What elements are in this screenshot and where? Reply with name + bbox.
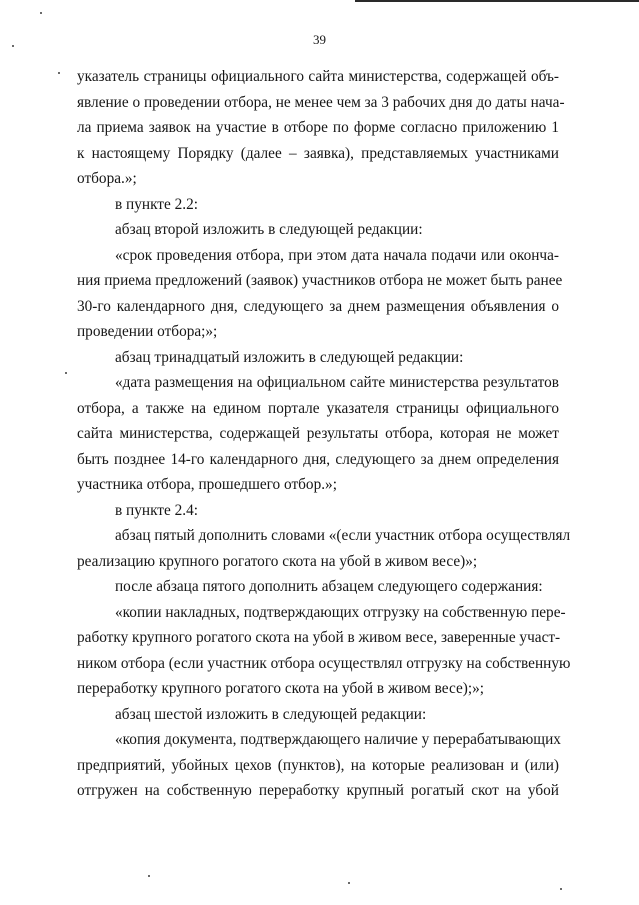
text-line: переработку крупного рогатого скота на убой в живом весе);»; — [77, 680, 484, 697]
text-line: 30-го календарного дня, следующего за днем размещения объявления о — [77, 297, 559, 315]
text-line: ла приема заявок на участие в отборе по форме согласно приложению 1 — [77, 119, 559, 136]
scan-speck — [40, 12, 42, 14]
document-body — [77, 64, 571, 804]
text-line: абзац тринадцатый изложить в следующей редакции: — [115, 348, 464, 366]
scan-speck — [348, 882, 350, 884]
text-line: в пункте 2.4: — [115, 501, 198, 519]
text-line: к настоящему Порядку (далее – заявка), представляемых участниками — [77, 144, 559, 162]
text-line: проведении отбора;»; — [77, 323, 218, 340]
text-line: ником отбора (если участник отбора осуществлял отгрузку на собственную — [77, 654, 571, 672]
text-line: «дата размещения на официальном сайте министерства результатов — [115, 374, 559, 391]
text-line: отбора, а также на едином портале указателя страницы официального — [77, 399, 559, 417]
text-line: абзац шестой изложить в следующей редакции: — [115, 705, 427, 723]
text-line: абзац пятый дополнить словами «(если участник отбора осуществлял — [115, 527, 571, 544]
text-line: ния приема предложений (заявок) участников отбора не может быть ранее — [77, 272, 563, 289]
text-line: «срок проведения отбора, при этом дата начала подачи или оконча- — [115, 246, 559, 264]
scan-speck — [58, 72, 60, 74]
text-line: сайта министерства, содержащей результаты отбора, которая не может — [77, 425, 559, 442]
text-line: предприятий, убойных цехов (пунктов), на которые реализован и (или) — [77, 756, 559, 774]
text-line: участника отбора, прошедшего отбор.»; — [77, 476, 337, 493]
text-line: явление о проведении отбора, не менее чем за 3 рабочих дня до даты нача- — [77, 93, 565, 111]
text-line: «копия документа, подтверждающего наличие у перерабатывающих — [115, 731, 561, 748]
text-line: «копии накладных, подтверждающих отгрузку на собственную пере- — [115, 603, 566, 621]
text-line: в пункте 2.2: — [115, 195, 198, 213]
text-line: быть позднее 14-го календарного дня, следующего за днем определения — [77, 450, 559, 468]
text-line: отгружен на собственную переработку крупный рогатый скот на убой — [77, 782, 559, 799]
text-line: абзац второй изложить в следующей редакции: — [115, 221, 423, 238]
text-line: после абзаца пятого дополнить абзацем следующего содержания: — [115, 578, 543, 595]
text-line: отбора.»; — [77, 170, 137, 187]
text-line: указатель страницы официального сайта министерства, содержащей объ- — [77, 68, 559, 85]
scan-speck — [65, 372, 67, 374]
text-line: реализацию крупного рогатого скота на убой в живом весе)»; — [77, 552, 478, 570]
text-line: работку крупного рогатого скота на убой в живом весе, заверенные участ- — [77, 629, 561, 646]
scan-speck — [560, 888, 562, 890]
top-border-line — [355, 0, 639, 2]
page-number: 39 — [313, 32, 326, 47]
scan-speck — [148, 875, 150, 877]
